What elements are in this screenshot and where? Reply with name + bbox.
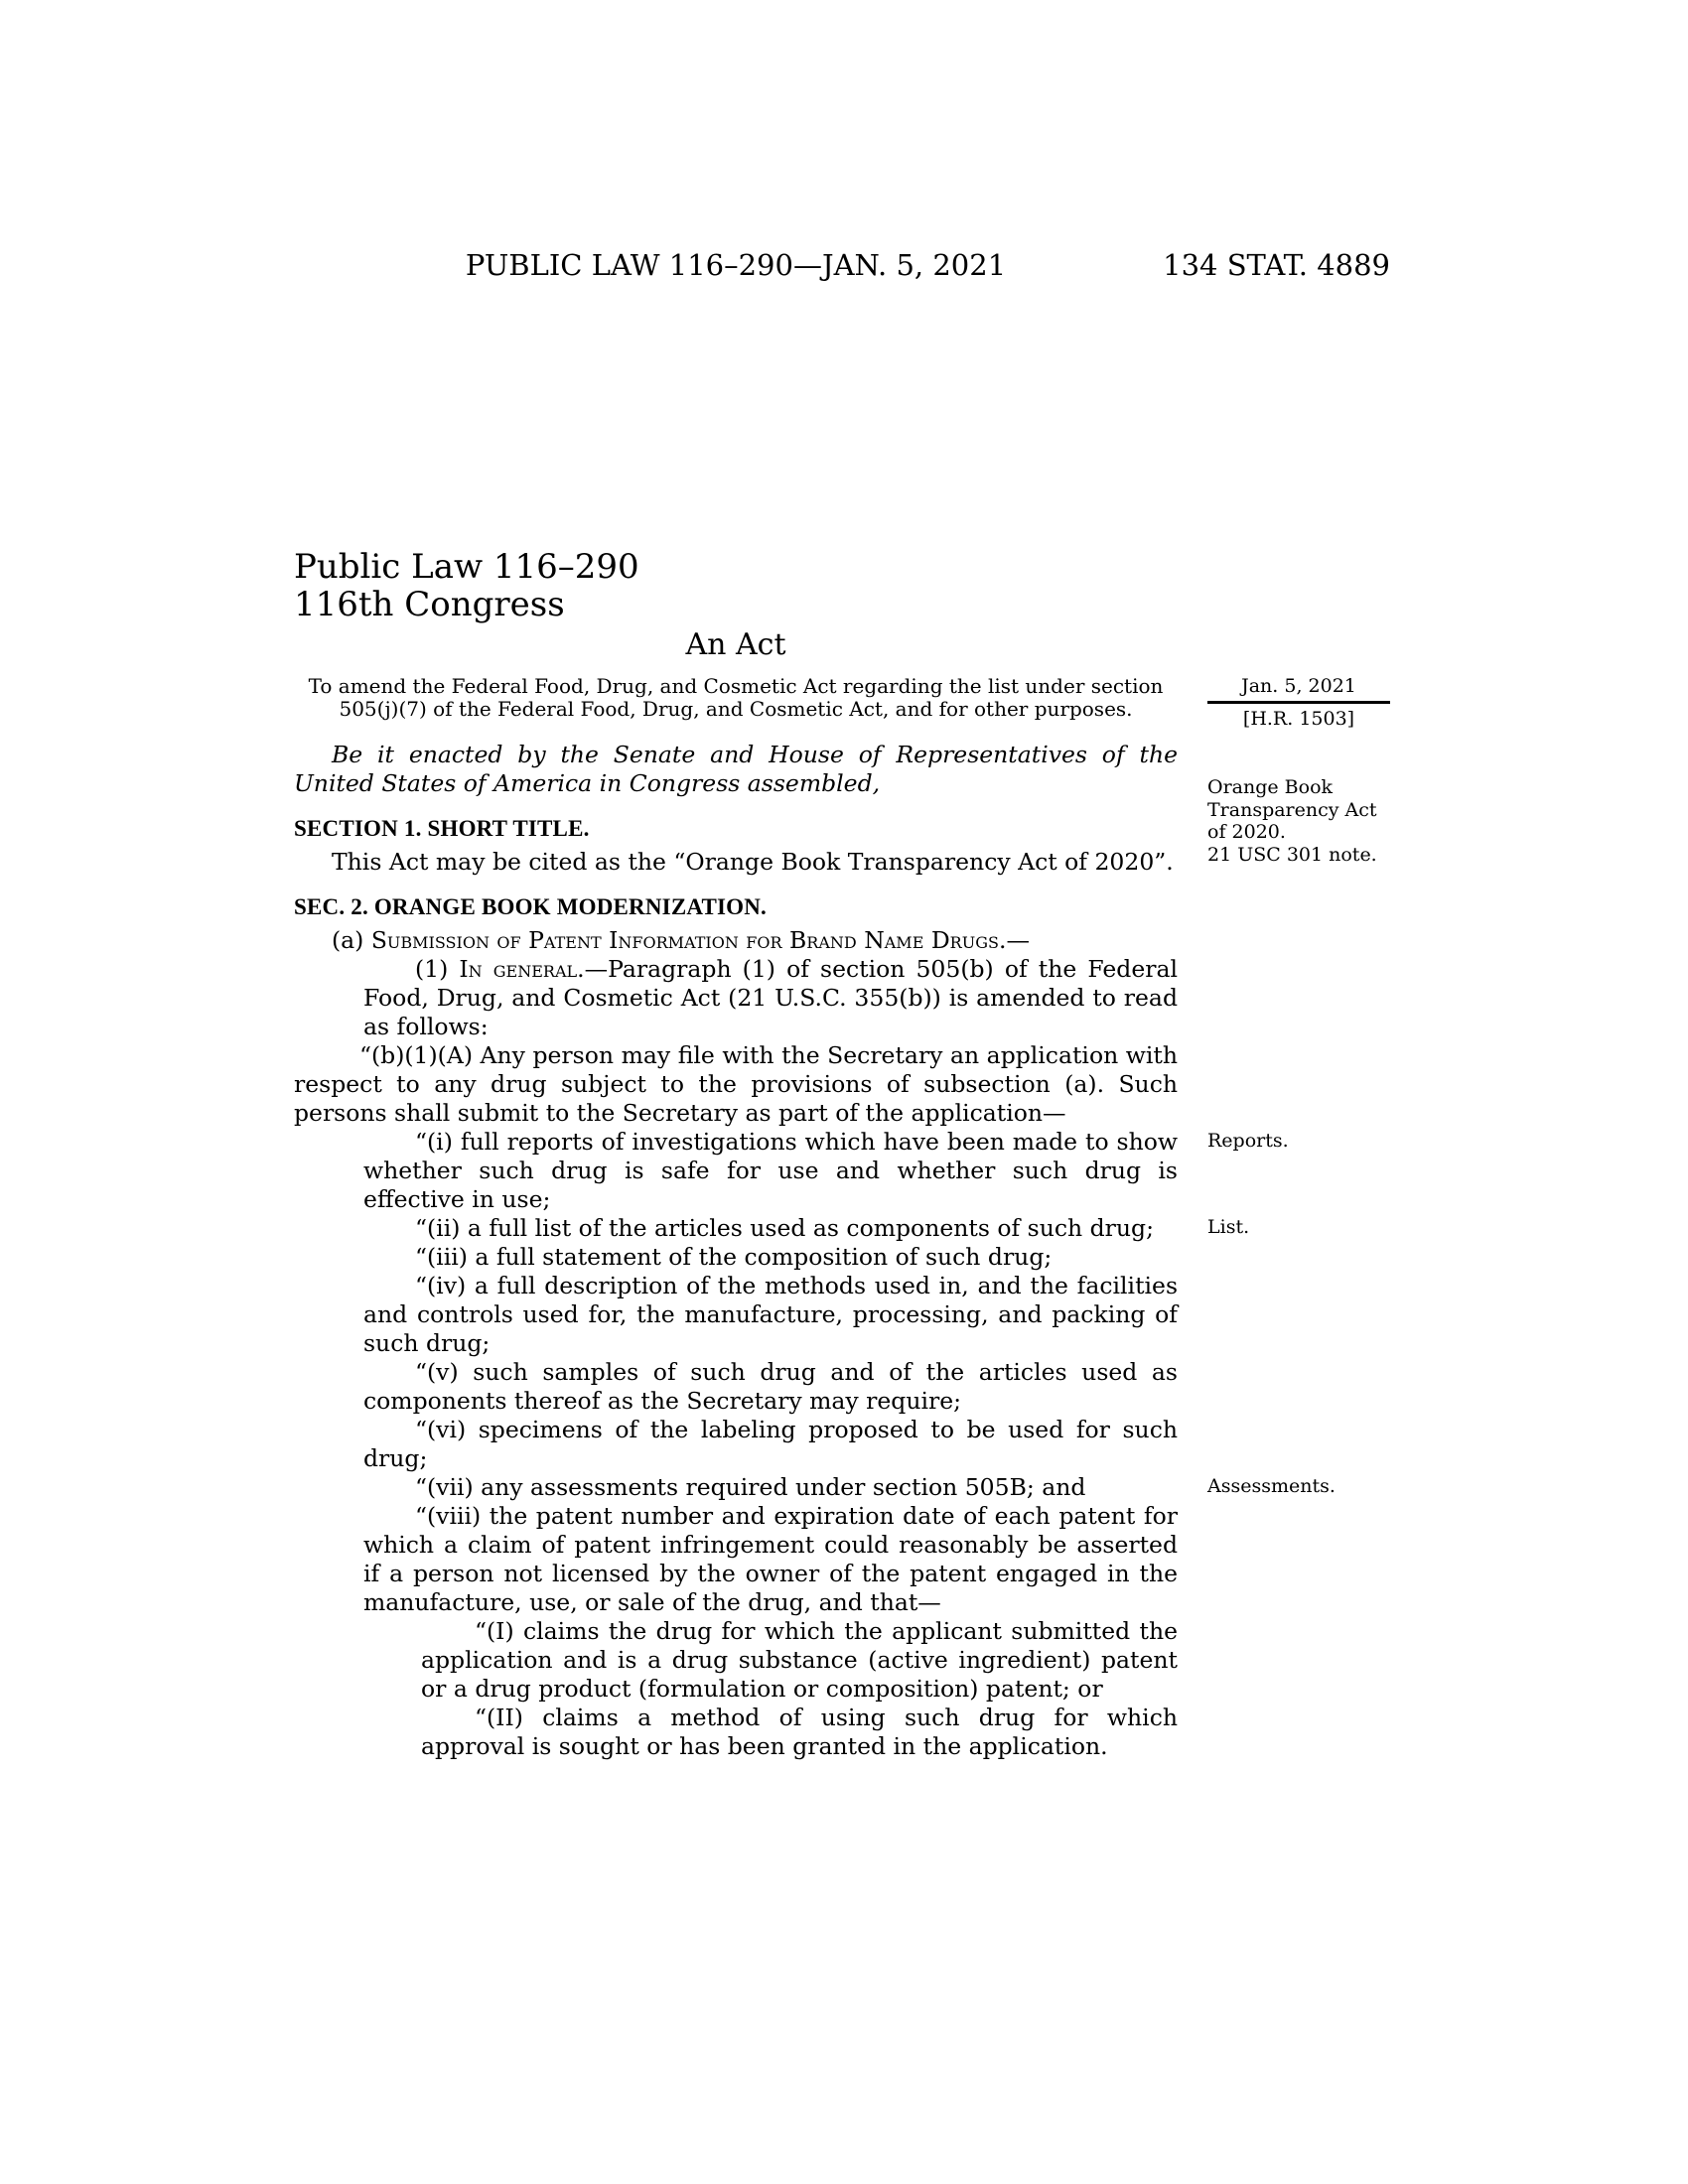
quoted-intro: “(b)(1)(A) Any person may file with the Secretary an application with respect to any drug subject to the provisions of subsection (a). Such persons shall submit to the Secretary as part of the application— — [294, 1041, 1178, 1127]
clause-vi: “(vi) specimens of the labeling proposed to be used for such drug; — [363, 1416, 1178, 1472]
clause-ii — [294, 1214, 1250, 1243]
clause-ii-text: “(ii) a full list of the articles used as components of such drug; — [415, 1214, 1155, 1242]
paragraph-1-title: In general — [459, 955, 578, 983]
congress-number: 116th Congress — [294, 585, 565, 624]
margin-note-short-title — [1207, 776, 1390, 866]
page-content — [294, 248, 1390, 1761]
title-block — [294, 548, 1390, 623]
body-text — [294, 741, 1377, 1761]
margin-note-list: List. — [1207, 1216, 1250, 1238]
section-1-text: This Act may be cited as the “Orange Book Transparency Act of 2020”. — [332, 848, 1174, 876]
margin-note-assessments: Assessments. — [1207, 1475, 1336, 1497]
clause-iii: “(iii) a full statement of the composition of such drug; — [415, 1243, 1053, 1271]
running-head — [294, 248, 1390, 282]
subclause-II: “(II) claims a method of using such drug for which approval is sought or has been granted in the application. — [421, 1704, 1178, 1760]
margin-note-date-bill — [1207, 675, 1390, 730]
clause-iv: “(iv) a full description of the methods used in, and the facilities and controls used for, the manufacture, processing, and packing of such drug; — [363, 1272, 1178, 1357]
enacting-clause: Be it enacted by the Senate and House of Representatives of the United States of America in Congress assembled, — [294, 741, 1178, 797]
subsection-a-title: Submission of Patent Information for Brand Name Drugs — [370, 926, 999, 954]
clause-vii — [294, 1473, 1336, 1502]
stat-citation: 134 STAT. 4889 — [1163, 248, 1390, 282]
margin-note-reports: Reports. — [1207, 1130, 1289, 1152]
margin-note-bill-number: [H.R. 1503] — [1242, 707, 1355, 730]
public-law-number: Public Law 116–290 — [294, 547, 639, 587]
margin-note-rule — [1207, 701, 1390, 704]
preamble-section — [294, 674, 1356, 730]
clause-viii: “(viii) the patent number and expiration date of each patent for which a claim of patent infringement could reasonably be asserted if a person not licensed by the owner of the patent engaged in the manufacture, use, or sale of the drug, and that— — [363, 1502, 1178, 1616]
margin-note-act-name: Orange Book Transparency Act of 2020. — [1207, 776, 1377, 843]
subsection-a-tail: .— — [998, 926, 1030, 954]
clause-vii-text: “(vii) any assessments required under section 505B; and — [415, 1473, 1086, 1501]
an-act-heading: An Act — [685, 627, 786, 662]
clause-i — [294, 1128, 1289, 1214]
paragraph-1-tail: .—Paragraph (1) of section 505(b) of the Federal Food, Drug, and Cosmetic Act (21 U.S.C. 355(b)) is amended to read as follows: — [363, 955, 1178, 1040]
running-head-title: PUBLIC LAW 116–290—JAN. 5, 2021 — [465, 248, 1007, 282]
margin-note-usc: 21 USC 301 note. — [1207, 843, 1377, 866]
margin-note-date: Jan. 5, 2021 — [1241, 675, 1356, 697]
subclause-I: “(I) claims the drug for which the applicant submitted the application and is a drug substance (active ingredient) patent or a drug product (formulation or composition) patent; or — [421, 1617, 1178, 1703]
clause-v: “(v) such samples of such drug and of the articles used as components thereof as the Secretary may require; — [363, 1358, 1178, 1415]
section-2-heading: SEC. 2. ORANGE BOOK MODERNIZATION. — [294, 894, 768, 919]
subsection-a-lead: (a) — [332, 926, 371, 954]
subsection-a — [294, 926, 1178, 955]
paragraph-1-lead: (1) — [415, 955, 460, 983]
preamble-text: To amend the Federal Food, Drug, and Cosmetic Act regarding the list under section 505(j)(7) of the Federal Food, Drug, and Cosmetic Act, and for other purposes. — [308, 674, 1164, 721]
paragraph-1 — [294, 955, 1178, 1041]
section-1-heading: SECTION 1. SHORT TITLE. — [294, 816, 590, 841]
clause-i-text: “(i) full reports of investigations which have been made to show whether such drug is safe for use and whether such drug is effective in use; — [363, 1128, 1178, 1213]
